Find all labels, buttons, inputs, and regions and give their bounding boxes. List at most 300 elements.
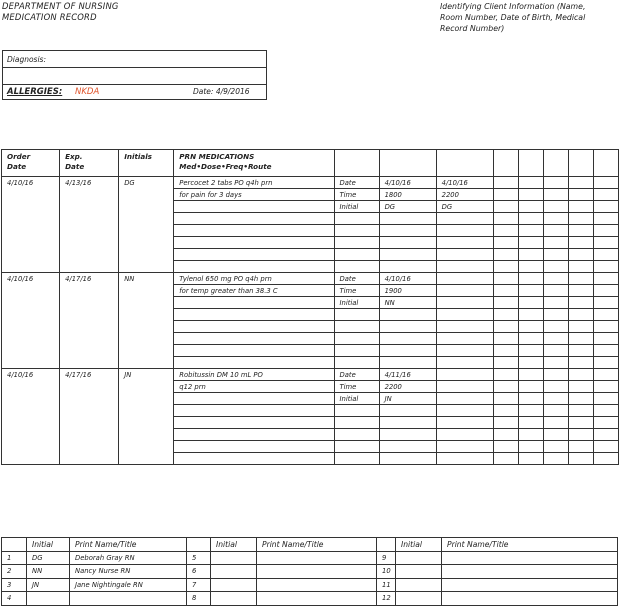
- admin-cell[interactable]: [493, 213, 518, 225]
- admin-cell[interactable]: [543, 453, 568, 465]
- admin-label: Initial: [334, 297, 379, 309]
- medication-blank[interactable]: [174, 261, 334, 273]
- admin-label: Time: [334, 189, 379, 201]
- admin-cell[interactable]: [379, 321, 436, 333]
- admin-cell[interactable]: [518, 213, 543, 225]
- admin-cell[interactable]: [493, 417, 518, 429]
- medication-line: q12 prn: [174, 381, 334, 393]
- admin-cell[interactable]: [379, 429, 436, 441]
- medication-line: for pain for 3 days: [174, 189, 334, 201]
- allergies-date: Date: 4/9/2016: [193, 87, 250, 96]
- sig-initial[interactable]: [396, 592, 442, 606]
- diagnosis-box: [2, 50, 267, 100]
- admin-cell[interactable]: [543, 369, 568, 381]
- admin-cell[interactable]: [543, 321, 568, 333]
- admin-cell[interactable]: [593, 273, 618, 285]
- sig-initial[interactable]: JN: [27, 578, 70, 592]
- admin-cell[interactable]: [493, 321, 518, 333]
- admin-label: Time: [334, 381, 379, 393]
- sig-initial[interactable]: DG: [27, 551, 70, 565]
- admin-cell[interactable]: [568, 201, 593, 213]
- sig-number: 11: [377, 578, 396, 592]
- admin-label-blank: [334, 345, 379, 357]
- admin-cell[interactable]: [518, 393, 543, 405]
- admin-value[interactable]: 2200: [379, 381, 436, 393]
- admin-cell[interactable]: [436, 417, 493, 429]
- admin-cell[interactable]: [593, 225, 618, 237]
- admin-value[interactable]: 1800: [379, 189, 436, 201]
- admin-cell[interactable]: [593, 237, 618, 249]
- admin-cell[interactable]: [543, 345, 568, 357]
- admin-cell[interactable]: [379, 345, 436, 357]
- admin-cell[interactable]: [493, 345, 518, 357]
- admin-cell[interactable]: [543, 261, 568, 273]
- admin-cell[interactable]: [593, 417, 618, 429]
- med-table-body: [2, 177, 619, 465]
- admin-cell[interactable]: [593, 249, 618, 261]
- exp-date-cell: 4/17/16: [60, 273, 119, 369]
- admin-cell[interactable]: [436, 273, 493, 285]
- admin-cell[interactable]: [543, 333, 568, 345]
- admin-cell[interactable]: [379, 357, 436, 369]
- admin-label-blank: [334, 429, 379, 441]
- admin-cell[interactable]: [379, 261, 436, 273]
- admin-cell[interactable]: [568, 393, 593, 405]
- admin-value[interactable]: 4/11/16: [379, 369, 436, 381]
- order-date-header: Order Date: [2, 150, 60, 177]
- admin-cell[interactable]: [436, 381, 493, 393]
- sig-number: 5: [187, 551, 211, 565]
- admin-cell[interactable]: [568, 357, 593, 369]
- sig-number: 4: [2, 592, 27, 606]
- admin-cell[interactable]: [436, 429, 493, 441]
- admin-cell[interactable]: [568, 369, 593, 381]
- admin-cell[interactable]: [379, 309, 436, 321]
- admin-cell[interactable]: [493, 393, 518, 405]
- admin-cell[interactable]: [568, 177, 593, 189]
- admin-label-blank: [334, 309, 379, 321]
- sig-initial[interactable]: NN: [27, 565, 70, 579]
- admin-cell[interactable]: [518, 321, 543, 333]
- sig-number: 10: [377, 565, 396, 579]
- admin-cell[interactable]: [379, 213, 436, 225]
- admin-value[interactable]: DG: [436, 201, 493, 213]
- sig-name-header: Print Name/Title: [442, 538, 618, 552]
- signature-table: [1, 537, 618, 606]
- dept-line-1: DEPARTMENT OF NURSING: [2, 1, 119, 11]
- admin-cell[interactable]: [518, 441, 543, 453]
- signature-row: [2, 592, 618, 606]
- admin-cell[interactable]: [568, 261, 593, 273]
- admin-cell[interactable]: [543, 393, 568, 405]
- initials-header: Initials: [119, 150, 174, 177]
- admin-cell[interactable]: [436, 369, 493, 381]
- sig-initial-header: Initial: [27, 538, 70, 552]
- admin-cell[interactable]: [543, 237, 568, 249]
- admin-cell[interactable]: [593, 213, 618, 225]
- medication-blank[interactable]: [174, 429, 334, 441]
- admin-cell[interactable]: [518, 381, 543, 393]
- sig-name-header: Print Name/Title: [70, 538, 187, 552]
- sig-print-name[interactable]: [257, 578, 377, 592]
- sig-initial[interactable]: [211, 592, 257, 606]
- sig-print-name[interactable]: [70, 592, 187, 606]
- sig-print-name[interactable]: [442, 578, 618, 592]
- medication-blank[interactable]: [174, 249, 334, 261]
- admin-cell[interactable]: [593, 381, 618, 393]
- sig-number-header: [377, 538, 396, 552]
- admin-cell[interactable]: [379, 237, 436, 249]
- admin-cell[interactable]: [379, 249, 436, 261]
- admin-cell[interactable]: [493, 237, 518, 249]
- admin-cell[interactable]: [543, 309, 568, 321]
- admin-cell[interactable]: [493, 333, 518, 345]
- admin-cell[interactable]: [568, 441, 593, 453]
- sig-initial[interactable]: [211, 565, 257, 579]
- admin-cell[interactable]: [593, 369, 618, 381]
- sig-number-header: [187, 538, 211, 552]
- admin-label: Initial: [334, 393, 379, 405]
- sig-print-name[interactable]: [257, 565, 377, 579]
- med-row: [2, 273, 619, 285]
- admin-cell[interactable]: [436, 345, 493, 357]
- sig-number: 8: [187, 592, 211, 606]
- sig-print-name[interactable]: [442, 551, 618, 565]
- admin-cell[interactable]: [518, 357, 543, 369]
- medication-blank[interactable]: [174, 237, 334, 249]
- medication-line: Percocet 2 tabs PO q4h prn: [174, 177, 334, 189]
- admin-cell[interactable]: [518, 177, 543, 189]
- admin-cell[interactable]: [518, 237, 543, 249]
- admin-value[interactable]: JN: [379, 393, 436, 405]
- sig-number-header: [2, 538, 27, 552]
- sig-number: 9: [377, 551, 396, 565]
- admin-cell[interactable]: [436, 297, 493, 309]
- admin-cell[interactable]: [593, 441, 618, 453]
- admin-cell[interactable]: [568, 273, 593, 285]
- admin-cell[interactable]: [593, 285, 618, 297]
- admin-cell[interactable]: [593, 177, 618, 189]
- medication-blank[interactable]: [174, 441, 334, 453]
- medication-blank[interactable]: [174, 225, 334, 237]
- admin-cell[interactable]: [493, 369, 518, 381]
- admin-label: Time: [334, 285, 379, 297]
- sig-initial[interactable]: [396, 578, 442, 592]
- admin-cell[interactable]: [593, 297, 618, 309]
- admin-cell[interactable]: [436, 441, 493, 453]
- admin-cell[interactable]: [493, 357, 518, 369]
- sig-initial[interactable]: [27, 592, 70, 606]
- initials-cell: DG: [119, 177, 174, 273]
- admin-cell[interactable]: [568, 189, 593, 201]
- admin-label: Date: [334, 273, 379, 285]
- client-info-line-3: Record Number): [440, 24, 505, 33]
- sig-initial[interactable]: [396, 551, 442, 565]
- admin-label-blank: [334, 453, 379, 465]
- admin-cell[interactable]: [436, 213, 493, 225]
- admin-cell[interactable]: [593, 405, 618, 417]
- admin-cell[interactable]: [543, 249, 568, 261]
- admin-cell[interactable]: [593, 333, 618, 345]
- sig-number: 7: [187, 578, 211, 592]
- sig-initial[interactable]: [396, 565, 442, 579]
- admin-cell[interactable]: [593, 321, 618, 333]
- client-info-header: [440, 1, 615, 34]
- admin-label-blank: [334, 213, 379, 225]
- medication-blank[interactable]: [174, 357, 334, 369]
- admin-value[interactable]: DG: [379, 201, 436, 213]
- medication-blank[interactable]: [174, 201, 334, 213]
- admin-cell[interactable]: [436, 309, 493, 321]
- admin-cell[interactable]: [379, 225, 436, 237]
- admin-cell[interactable]: [593, 345, 618, 357]
- medication-blank[interactable]: [174, 321, 334, 333]
- admin-cell[interactable]: [568, 213, 593, 225]
- admin-cell[interactable]: [436, 453, 493, 465]
- admin-cell[interactable]: [493, 297, 518, 309]
- admin-cell[interactable]: [568, 417, 593, 429]
- department-header: [2, 1, 119, 23]
- admin-cell[interactable]: [518, 261, 543, 273]
- signature-row: [2, 551, 618, 565]
- medication-blank[interactable]: [174, 417, 334, 429]
- admin-cell[interactable]: [593, 201, 618, 213]
- sig-initial-header: Initial: [396, 538, 442, 552]
- admin-cell[interactable]: [518, 249, 543, 261]
- admin-label-blank: [334, 237, 379, 249]
- signature-row: [2, 565, 618, 579]
- admin-cell[interactable]: [543, 381, 568, 393]
- admin-label-blank: [334, 333, 379, 345]
- exp-date-cell: 4/17/16: [60, 369, 119, 465]
- admin-cell[interactable]: [518, 225, 543, 237]
- admin-label-blank: [334, 249, 379, 261]
- sig-number: 12: [377, 592, 396, 606]
- allergies-value: NKDA: [75, 87, 100, 97]
- admin-label-blank: [334, 225, 379, 237]
- admin-cell[interactable]: [493, 429, 518, 441]
- medication-blank[interactable]: [174, 309, 334, 321]
- admin-cell[interactable]: [543, 189, 568, 201]
- admin-cell[interactable]: [493, 441, 518, 453]
- signature-table-body: [2, 538, 618, 606]
- prn-medications-header: PRN MEDICATIONS Med•Dose•Freq•Route: [174, 150, 334, 177]
- admin-cell[interactable]: [568, 309, 593, 321]
- sig-print-name[interactable]: [257, 592, 377, 606]
- admin-cell[interactable]: [568, 381, 593, 393]
- admin-cell[interactable]: [568, 249, 593, 261]
- admin-cell[interactable]: [493, 189, 518, 201]
- admin-cell[interactable]: [543, 285, 568, 297]
- admin-cell[interactable]: [493, 249, 518, 261]
- admin-label-blank: [334, 417, 379, 429]
- admin-label-blank: [334, 261, 379, 273]
- client-info-line-1: Identifying Client Information (Name,: [440, 2, 586, 11]
- admin-cell[interactable]: [543, 225, 568, 237]
- admin-cell[interactable]: [593, 261, 618, 273]
- admin-cell[interactable]: [436, 393, 493, 405]
- medication-line: Tylenol 650 mg PO q4h prn: [174, 273, 334, 285]
- medication-blank[interactable]: [174, 345, 334, 357]
- admin-cell[interactable]: [436, 405, 493, 417]
- admin-cell[interactable]: [379, 417, 436, 429]
- admin-cell[interactable]: [543, 441, 568, 453]
- admin-cell[interactable]: [436, 225, 493, 237]
- admin-cell[interactable]: [379, 333, 436, 345]
- admin-cell[interactable]: [568, 225, 593, 237]
- diagnosis-blank-row[interactable]: [3, 68, 266, 85]
- admin-label: Initial: [334, 201, 379, 213]
- admin-cell[interactable]: [493, 201, 518, 213]
- order-date-cell: 4/10/16: [2, 273, 60, 369]
- admin-cell[interactable]: [493, 273, 518, 285]
- admin-cell[interactable]: [518, 369, 543, 381]
- admin-value[interactable]: 2200: [436, 189, 493, 201]
- medication-blank[interactable]: [174, 453, 334, 465]
- admin-cell[interactable]: [379, 441, 436, 453]
- prn-medication-table: [1, 149, 619, 465]
- sig-print-name[interactable]: Deborah Gray RN: [70, 551, 187, 565]
- sig-print-name[interactable]: [442, 592, 618, 606]
- admin-cell[interactable]: [568, 405, 593, 417]
- exp-date-header: Exp. Date: [60, 150, 119, 177]
- sig-print-name[interactable]: [442, 565, 618, 579]
- sig-print-name[interactable]: [257, 551, 377, 565]
- admin-label: Date: [334, 369, 379, 381]
- sig-number: 1: [2, 551, 27, 565]
- diagnosis-label: Diagnosis:: [3, 51, 266, 68]
- signature-row: [2, 578, 618, 592]
- admin-cell[interactable]: [543, 297, 568, 309]
- admin-cell[interactable]: [436, 321, 493, 333]
- admin-cell[interactable]: [518, 405, 543, 417]
- admin-cell[interactable]: [568, 429, 593, 441]
- admin-cell[interactable]: [518, 309, 543, 321]
- exp-date-cell: 4/13/16: [60, 177, 119, 273]
- medication-line: for temp greater than 38.3 C: [174, 285, 334, 297]
- admin-cell[interactable]: [518, 297, 543, 309]
- sig-number: 6: [187, 565, 211, 579]
- admin-cell[interactable]: [493, 225, 518, 237]
- order-date-cell: 4/10/16: [2, 369, 60, 465]
- admin-cell[interactable]: [436, 333, 493, 345]
- admin-cell[interactable]: [568, 321, 593, 333]
- admin-cell[interactable]: [593, 393, 618, 405]
- admin-cell[interactable]: [543, 201, 568, 213]
- medication-blank[interactable]: [174, 333, 334, 345]
- admin-cell[interactable]: [379, 453, 436, 465]
- sig-initial-header: Initial: [211, 538, 257, 552]
- admin-cell[interactable]: [543, 417, 568, 429]
- admin-cell[interactable]: [568, 237, 593, 249]
- sig-print-name[interactable]: Nancy Nurse RN: [70, 565, 187, 579]
- admin-cell[interactable]: [543, 429, 568, 441]
- admin-label-blank: [334, 357, 379, 369]
- admin-label-blank: [334, 321, 379, 333]
- admin-cell[interactable]: [518, 453, 543, 465]
- dept-line-2: MEDICATION RECORD: [2, 12, 97, 22]
- admin-cell[interactable]: [568, 297, 593, 309]
- admin-cell[interactable]: [518, 345, 543, 357]
- admin-label: Date: [334, 177, 379, 189]
- signature-header-row: [2, 538, 618, 552]
- sig-initial[interactable]: [211, 551, 257, 565]
- admin-cell[interactable]: [493, 285, 518, 297]
- admin-cell[interactable]: [568, 333, 593, 345]
- admin-cell[interactable]: [436, 261, 493, 273]
- admin-cell[interactable]: [543, 213, 568, 225]
- client-info-line-2: Room Number, Date of Birth, Medical: [440, 13, 586, 22]
- med-table-header: [2, 150, 619, 177]
- admin-cell[interactable]: [518, 285, 543, 297]
- admin-cell[interactable]: [543, 273, 568, 285]
- admin-cell[interactable]: [518, 333, 543, 345]
- admin-value[interactable]: 4/10/16: [379, 177, 436, 189]
- admin-cell[interactable]: [493, 261, 518, 273]
- admin-value[interactable]: 4/10/16: [379, 273, 436, 285]
- medication-blank[interactable]: [174, 393, 334, 405]
- allergies-row: [3, 84, 266, 100]
- sig-number: 2: [2, 565, 27, 579]
- admin-cell[interactable]: [593, 189, 618, 201]
- medication-blank[interactable]: [174, 297, 334, 309]
- admin-cell[interactable]: [379, 405, 436, 417]
- admin-cell[interactable]: [568, 345, 593, 357]
- admin-cell[interactable]: [436, 237, 493, 249]
- admin-cell[interactable]: [493, 381, 518, 393]
- admin-cell[interactable]: [593, 453, 618, 465]
- admin-value[interactable]: 1900: [379, 285, 436, 297]
- sig-initial[interactable]: [211, 578, 257, 592]
- medication-blank[interactable]: [174, 213, 334, 225]
- admin-cell[interactable]: [518, 429, 543, 441]
- med-row: [2, 177, 619, 189]
- admin-label-blank: [334, 405, 379, 417]
- admin-cell[interactable]: [543, 405, 568, 417]
- admin-cell[interactable]: [436, 249, 493, 261]
- admin-cell[interactable]: [568, 453, 593, 465]
- sig-print-name[interactable]: Jane Nightingale RN: [70, 578, 187, 592]
- admin-cell[interactable]: [436, 285, 493, 297]
- admin-cell[interactable]: [543, 357, 568, 369]
- medication-blank[interactable]: [174, 405, 334, 417]
- admin-cell[interactable]: [593, 429, 618, 441]
- med-row: [2, 369, 619, 381]
- order-date-cell: 4/10/16: [2, 177, 60, 273]
- allergies-label: ALLERGIES:: [7, 87, 63, 97]
- admin-cell[interactable]: [543, 177, 568, 189]
- admin-cell[interactable]: [493, 453, 518, 465]
- admin-cell[interactable]: [518, 189, 543, 201]
- admin-cell[interactable]: [493, 177, 518, 189]
- medication-line: Robitussin DM 10 mL PO: [174, 369, 334, 381]
- initials-cell: JN: [119, 369, 174, 465]
- sig-name-header: Print Name/Title: [257, 538, 377, 552]
- admin-cell[interactable]: [568, 285, 593, 297]
- admin-cell[interactable]: [493, 405, 518, 417]
- admin-value[interactable]: 4/10/16: [436, 177, 493, 189]
- admin-cell[interactable]: [493, 309, 518, 321]
- admin-cell[interactable]: [593, 357, 618, 369]
- admin-cell[interactable]: [518, 201, 543, 213]
- admin-cell[interactable]: [518, 273, 543, 285]
- admin-cell[interactable]: [518, 417, 543, 429]
- admin-cell[interactable]: [436, 357, 493, 369]
- admin-cell[interactable]: [593, 309, 618, 321]
- admin-value[interactable]: NN: [379, 297, 436, 309]
- sig-number: 3: [2, 578, 27, 592]
- admin-label-blank: [334, 441, 379, 453]
